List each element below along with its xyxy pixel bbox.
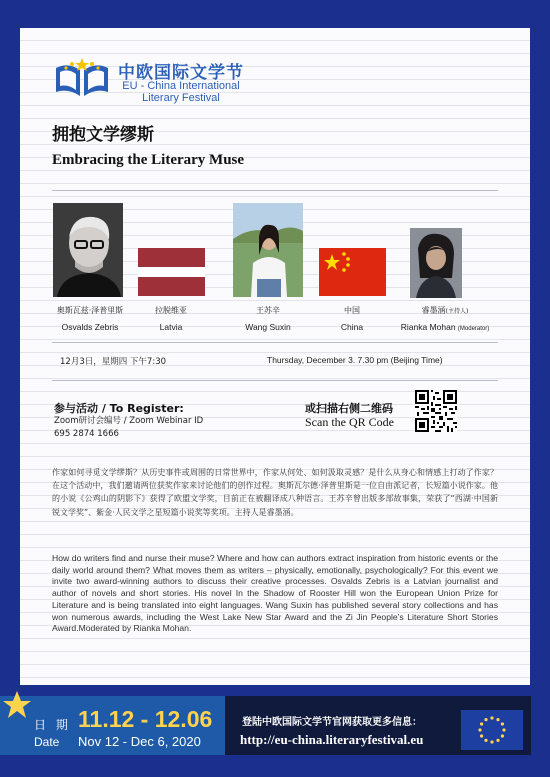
speaker-caption-rianka xyxy=(385,305,505,332)
eu-flag-icon xyxy=(461,710,523,750)
description-cn: 作家如何寻觅文学缪斯？从历史事件或周围的日常世界中，作家从何处、如何汲取灵感？是什么从身心和情感上打动了作家？在这个活动中，我们邀请两位获奖作家来讨论他们的创作过程。奥斯瓦尔德·泽普里斯是一位自由派记者，长短篇小说作家。他的小说《公鸡山的阴影下》获得了欧盟文学奖，目前正在被翻译成八种语言。王苏辛曾出版多部故事集，荣获了“西湖·中国新锐文学奖”、紫金·人民文学之星短篇小说奖等奖项。主持人是睿墨涵。 xyxy=(52,468,498,517)
caption-cn-name: 睿墨涵 xyxy=(421,306,446,315)
event-title-en: Embracing the Literary Muse xyxy=(52,152,245,168)
visit-website-cn: 登陆中欧国际文学节官网获取更多信息： xyxy=(242,717,422,728)
logo-title-en-line2: Literary Festival xyxy=(142,92,220,104)
logo-title-en xyxy=(120,80,242,104)
caption-cn xyxy=(385,305,505,316)
caption-en: Latvia xyxy=(159,322,183,332)
divider xyxy=(52,342,498,343)
speaker-photo-osvalds xyxy=(53,203,123,297)
caption-en xyxy=(385,322,505,332)
caption-en: Osvalds Zebris xyxy=(61,322,119,332)
latvia-flag xyxy=(138,248,205,296)
register-heading: 参与活动 / To Register: xyxy=(54,402,184,415)
qr-code[interactable] xyxy=(415,390,457,432)
caption-en: China xyxy=(340,322,364,332)
event-time-en: Thursday, December 3. 7.30 pm (Beijing Time) xyxy=(267,355,443,365)
china-flag xyxy=(319,248,386,296)
caption-cn: 中国 xyxy=(344,306,360,315)
caption-cn: 拉脱维亚 xyxy=(155,306,187,315)
qr-instruction-en: Scan the QR Code xyxy=(305,415,394,429)
festival-dates: 11.12 - 12.06 xyxy=(78,706,213,732)
logo-title-cn: 中欧国际文学节 xyxy=(118,63,244,83)
star-icon xyxy=(2,690,32,720)
speaker-photo-rianka xyxy=(410,228,462,298)
caption-cn: 奥斯瓦兹·泽普里斯 xyxy=(56,306,124,315)
website-url[interactable]: http://eu-china.literaryfestival.eu xyxy=(240,732,424,747)
caption-cn: 王苏辛 xyxy=(256,306,280,315)
caption-en-name: Rianka Mohan xyxy=(400,322,456,332)
festival-logo-icon xyxy=(52,56,112,100)
caption-en: Wang Suxin xyxy=(245,322,291,332)
date-label-en: Date xyxy=(34,735,60,749)
date-label-cn: 日 期 xyxy=(34,718,71,732)
logo-title-en-line1: EU - China International xyxy=(122,80,240,92)
webinar-id[interactable]: 695 2874 1666 xyxy=(54,429,119,439)
speaker-photo-wang-suxin xyxy=(233,203,303,297)
caption-en-note: (Moderator) xyxy=(457,326,490,332)
divider xyxy=(52,190,498,191)
webinar-id-label: Zoom研讨会编号 / Zoom Webinar ID xyxy=(54,416,204,426)
event-time-cn: 12月3日，星期四 下午7:30 xyxy=(60,357,167,367)
description-en: How do writers find and nurse their muse? Where and how can authors extract inspiration from historic events or the daily world around them? What moves them as writers – physically, emotionally, psychologically? For this event we invite two award-winning authors to discuss their creative processes. Osvalds Zebris is a Latvian journalist and author of novels and short stories. His novel In the Shadow of Rooster Hill won the European Union Prize for Literature and is being translated into eight languages. Wang Suxin has published several story collections and has won numerous awards, including the West Lake New Star Award and the Zi Jin People’s Literature Short Stories Award.Moderated by Rianka Mohan. xyxy=(52,553,498,634)
festival-dates-en: Nov 12 - Dec 6, 2020 xyxy=(78,734,201,749)
qr-instruction-cn: 或扫描右侧二维码 xyxy=(305,402,393,415)
event-title-cn: 拥抱文学缪斯 xyxy=(52,125,154,145)
divider xyxy=(52,380,498,381)
caption-latvia xyxy=(121,305,221,332)
caption-cn-note: (主持人) xyxy=(445,308,469,315)
